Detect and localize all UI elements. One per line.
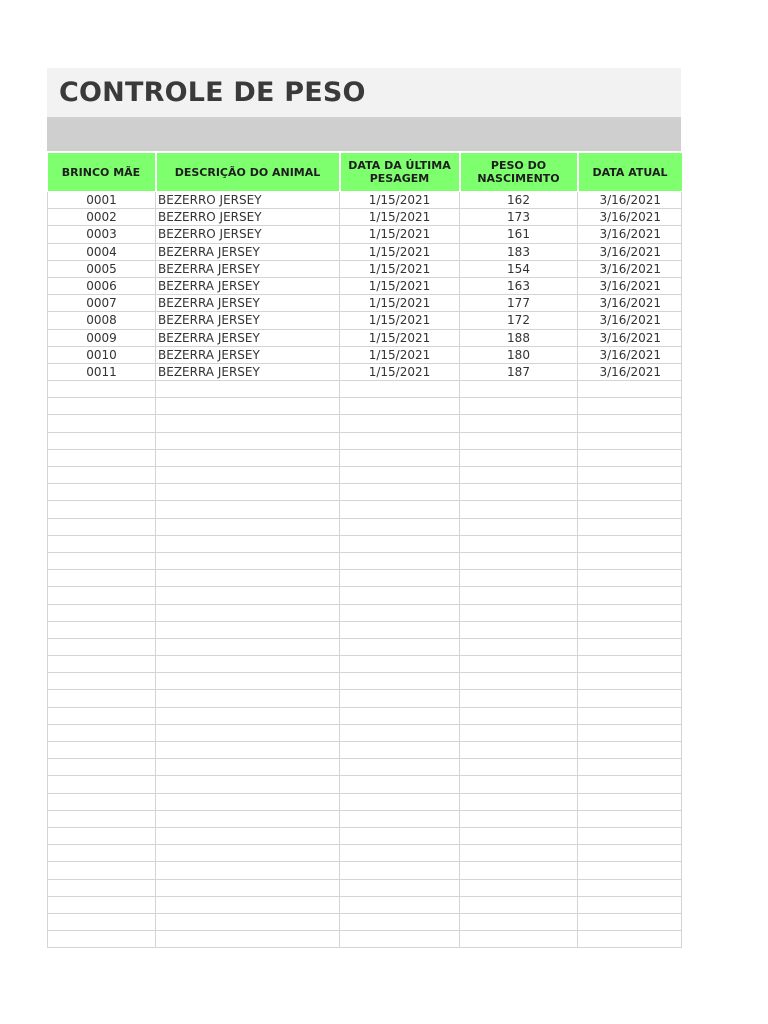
table-row: [48, 260, 682, 277]
empty-row: [48, 931, 682, 948]
empty-cell[interactable]: [340, 724, 460, 741]
page-title: CONTROLE DE PESO: [59, 77, 366, 108]
table-row: [48, 226, 682, 243]
empty-row: [48, 570, 682, 587]
empty-row: [48, 896, 682, 913]
table-row: [48, 346, 682, 363]
empty-cell[interactable]: [340, 432, 460, 449]
empty-cell[interactable]: [460, 913, 578, 930]
empty-cell[interactable]: [460, 810, 578, 827]
empty-cell[interactable]: [340, 931, 460, 948]
empty-cell[interactable]: [48, 570, 156, 587]
table-row: [48, 329, 682, 346]
empty-row: [48, 638, 682, 655]
empty-cell[interactable]: [340, 638, 460, 655]
empty-cell[interactable]: [460, 432, 578, 449]
empty-cell[interactable]: [460, 931, 578, 948]
empty-cell[interactable]: [48, 587, 156, 604]
header-data-atual-label: DATA ATUAL: [592, 165, 668, 179]
empty-cell[interactable]: [156, 862, 340, 879]
empty-cell[interactable]: [578, 862, 682, 879]
header-peso-nascimento[interactable]: [460, 153, 578, 192]
empty-cell[interactable]: [156, 415, 340, 432]
empty-cell[interactable]: [156, 432, 340, 449]
empty-row: [48, 398, 682, 415]
empty-cell[interactable]: [460, 673, 578, 690]
empty-cell[interactable]: [460, 759, 578, 776]
empty-row: [48, 913, 682, 930]
cell-peso[interactable]: 180: [460, 346, 578, 363]
cell-brinco[interactable]: 0001: [48, 192, 156, 209]
empty-cell[interactable]: [460, 398, 578, 415]
cell-peso[interactable]: 163: [460, 277, 578, 294]
empty-cell[interactable]: [578, 535, 682, 552]
empty-row: [48, 449, 682, 466]
empty-cell[interactable]: [578, 690, 682, 707]
empty-cell[interactable]: [460, 570, 578, 587]
empty-row: [48, 484, 682, 501]
empty-cell[interactable]: [48, 707, 156, 724]
empty-cell[interactable]: [460, 501, 578, 518]
cell-ultima-pesagem[interactable]: 1/15/2021: [340, 363, 460, 380]
empty-cell[interactable]: [156, 759, 340, 776]
empty-cell[interactable]: [156, 810, 340, 827]
header-brinco-mae-label: BRINCO MÃE: [61, 165, 141, 179]
empty-cell[interactable]: [578, 810, 682, 827]
cell-descricao[interactable]: BEZERRO JERSEY: [156, 192, 340, 209]
empty-row: [48, 862, 682, 879]
empty-cell[interactable]: [48, 604, 156, 621]
empty-cell[interactable]: [460, 707, 578, 724]
empty-row: [48, 621, 682, 638]
empty-cell[interactable]: [156, 449, 340, 466]
empty-row: [48, 776, 682, 793]
empty-cell[interactable]: [156, 673, 340, 690]
empty-cell[interactable]: [460, 776, 578, 793]
gray-band: [47, 117, 681, 151]
empty-cell[interactable]: [340, 570, 460, 587]
cell-data-atual[interactable]: 3/16/2021: [578, 260, 682, 277]
empty-cell[interactable]: [460, 793, 578, 810]
empty-cell[interactable]: [156, 724, 340, 741]
spreadsheet-page: [47, 68, 681, 948]
empty-cell[interactable]: [460, 621, 578, 638]
empty-cell[interactable]: [460, 552, 578, 569]
empty-cell[interactable]: [340, 381, 460, 398]
empty-row: [48, 381, 682, 398]
empty-row: [48, 415, 682, 432]
empty-cell[interactable]: [340, 845, 460, 862]
empty-cell[interactable]: [156, 845, 340, 862]
empty-cell[interactable]: [48, 656, 156, 673]
empty-cell[interactable]: [460, 656, 578, 673]
empty-cell[interactable]: [340, 742, 460, 759]
empty-cell[interactable]: [48, 845, 156, 862]
empty-row: [48, 759, 682, 776]
cell-brinco[interactable]: 0002: [48, 209, 156, 226]
cell-peso[interactable]: 162: [460, 192, 578, 209]
empty-cell[interactable]: [340, 656, 460, 673]
table-row: [48, 192, 682, 209]
empty-cell[interactable]: [578, 656, 682, 673]
cell-peso[interactable]: 172: [460, 312, 578, 329]
empty-cell[interactable]: [156, 931, 340, 948]
cell-descricao[interactable]: BEZERRA JERSEY: [156, 277, 340, 294]
empty-row: [48, 690, 682, 707]
empty-cell[interactable]: [156, 570, 340, 587]
empty-row: [48, 724, 682, 741]
cell-descricao[interactable]: BEZERRA JERSEY: [156, 312, 340, 329]
empty-cell[interactable]: [48, 432, 156, 449]
empty-cell[interactable]: [48, 742, 156, 759]
table-row: [48, 295, 682, 312]
empty-cell[interactable]: [48, 931, 156, 948]
empty-cell[interactable]: [460, 896, 578, 913]
empty-cell[interactable]: [578, 845, 682, 862]
cell-data-atual[interactable]: 3/16/2021: [578, 209, 682, 226]
empty-cell[interactable]: [156, 501, 340, 518]
empty-cell[interactable]: [48, 724, 156, 741]
empty-cell[interactable]: [340, 896, 460, 913]
empty-row: [48, 656, 682, 673]
empty-cell[interactable]: [578, 432, 682, 449]
empty-cell[interactable]: [48, 776, 156, 793]
cell-data-atual[interactable]: 3/16/2021: [578, 226, 682, 243]
empty-cell[interactable]: [340, 552, 460, 569]
empty-cell[interactable]: [48, 913, 156, 930]
empty-cell[interactable]: [340, 518, 460, 535]
empty-cell[interactable]: [460, 638, 578, 655]
empty-row: [48, 879, 682, 896]
empty-cell[interactable]: [460, 742, 578, 759]
empty-cell[interactable]: [460, 604, 578, 621]
cell-ultima-pesagem[interactable]: 1/15/2021: [340, 192, 460, 209]
empty-row: [48, 742, 682, 759]
empty-cell[interactable]: [156, 638, 340, 655]
table-row: [48, 363, 682, 380]
cell-descricao[interactable]: BEZERRA JERSEY: [156, 260, 340, 277]
empty-cell[interactable]: [578, 742, 682, 759]
empty-cell[interactable]: [48, 484, 156, 501]
empty-cell[interactable]: [48, 467, 156, 484]
empty-cell[interactable]: [48, 535, 156, 552]
empty-cell[interactable]: [340, 398, 460, 415]
header-peso-nascimento-line1: PESO DO: [490, 159, 547, 172]
empty-cell[interactable]: [460, 518, 578, 535]
empty-cell[interactable]: [578, 484, 682, 501]
empty-cell[interactable]: [48, 621, 156, 638]
empty-cell[interactable]: [460, 724, 578, 741]
weight-table: [47, 153, 682, 948]
empty-cell[interactable]: [156, 690, 340, 707]
empty-cell[interactable]: [340, 535, 460, 552]
empty-row: [48, 552, 682, 569]
cell-ultima-pesagem[interactable]: 1/15/2021: [340, 277, 460, 294]
empty-cell[interactable]: [578, 449, 682, 466]
empty-cell[interactable]: [578, 724, 682, 741]
cell-brinco[interactable]: 0004: [48, 243, 156, 260]
empty-row: [48, 432, 682, 449]
empty-row: [48, 707, 682, 724]
empty-cell[interactable]: [460, 484, 578, 501]
header-descricao-label: DESCRIÇÃO DO ANIMAL: [174, 165, 321, 179]
empty-cell[interactable]: [578, 759, 682, 776]
table-row: [48, 243, 682, 260]
cell-brinco[interactable]: 0003: [48, 226, 156, 243]
empty-cell[interactable]: [48, 638, 156, 655]
empty-cell[interactable]: [460, 845, 578, 862]
empty-cell[interactable]: [340, 707, 460, 724]
empty-cell[interactable]: [48, 827, 156, 844]
cell-peso[interactable]: 161: [460, 226, 578, 243]
cell-data-atual[interactable]: 3/16/2021: [578, 346, 682, 363]
cell-peso[interactable]: 173: [460, 209, 578, 226]
cell-descricao[interactable]: BEZERRA JERSEY: [156, 243, 340, 260]
empty-cell[interactable]: [578, 896, 682, 913]
header-data-ultima-pesagem-line1: DATA DA ÚLTIMA: [348, 159, 451, 172]
cell-data-atual[interactable]: 3/16/2021: [578, 192, 682, 209]
empty-cell[interactable]: [48, 862, 156, 879]
header-row: [48, 153, 682, 192]
cell-brinco[interactable]: 0010: [48, 346, 156, 363]
empty-cell[interactable]: [340, 759, 460, 776]
cell-brinco[interactable]: 0007: [48, 295, 156, 312]
empty-cell[interactable]: [156, 742, 340, 759]
empty-cell[interactable]: [340, 776, 460, 793]
cell-data-atual[interactable]: 3/16/2021: [578, 295, 682, 312]
empty-cell[interactable]: [578, 501, 682, 518]
empty-cell[interactable]: [460, 827, 578, 844]
empty-cell[interactable]: [156, 827, 340, 844]
empty-row: [48, 827, 682, 844]
empty-row: [48, 467, 682, 484]
cell-ultima-pesagem[interactable]: 1/15/2021: [340, 312, 460, 329]
empty-cell[interactable]: [578, 931, 682, 948]
empty-cell[interactable]: [578, 621, 682, 638]
cell-ultima-pesagem[interactable]: 1/15/2021: [340, 329, 460, 346]
empty-cell[interactable]: [578, 467, 682, 484]
empty-cell[interactable]: [340, 467, 460, 484]
cell-peso[interactable]: 187: [460, 363, 578, 380]
header-descricao[interactable]: [156, 153, 340, 192]
empty-cell[interactable]: [156, 879, 340, 896]
cell-descricao[interactable]: BEZERRA JERSEY: [156, 346, 340, 363]
empty-cell[interactable]: [48, 449, 156, 466]
empty-cell[interactable]: [156, 484, 340, 501]
empty-row: [48, 587, 682, 604]
empty-row: [48, 535, 682, 552]
empty-cell[interactable]: [578, 638, 682, 655]
empty-cell[interactable]: [460, 415, 578, 432]
empty-row: [48, 604, 682, 621]
cell-peso[interactable]: 154: [460, 260, 578, 277]
empty-cell[interactable]: [340, 810, 460, 827]
empty-cell[interactable]: [48, 810, 156, 827]
cell-descricao[interactable]: BEZERRA JERSEY: [156, 329, 340, 346]
empty-cell[interactable]: [460, 467, 578, 484]
title-bar: [47, 68, 681, 117]
cell-ultima-pesagem[interactable]: 1/15/2021: [340, 346, 460, 363]
cell-data-atual[interactable]: 3/16/2021: [578, 363, 682, 380]
empty-cell[interactable]: [578, 673, 682, 690]
table-row: [48, 312, 682, 329]
empty-row: [48, 793, 682, 810]
empty-row: [48, 673, 682, 690]
empty-row: [48, 501, 682, 518]
table-row: [48, 277, 682, 294]
empty-cell[interactable]: [48, 415, 156, 432]
empty-cell[interactable]: [578, 879, 682, 896]
empty-cell[interactable]: [340, 484, 460, 501]
empty-cell[interactable]: [156, 552, 340, 569]
empty-cell[interactable]: [48, 879, 156, 896]
empty-cell[interactable]: [156, 518, 340, 535]
empty-cell[interactable]: [340, 501, 460, 518]
empty-cell[interactable]: [340, 827, 460, 844]
empty-cell[interactable]: [48, 793, 156, 810]
cell-descricao[interactable]: BEZERRO JERSEY: [156, 226, 340, 243]
empty-cell[interactable]: [578, 587, 682, 604]
cell-data-atual[interactable]: 3/16/2021: [578, 243, 682, 260]
empty-cell[interactable]: [578, 827, 682, 844]
cell-descricao[interactable]: BEZERRA JERSEY: [156, 363, 340, 380]
empty-cell[interactable]: [48, 552, 156, 569]
empty-cell[interactable]: [578, 518, 682, 535]
empty-cell[interactable]: [156, 398, 340, 415]
cell-descricao[interactable]: BEZERRO JERSEY: [156, 209, 340, 226]
header-brinco-mae[interactable]: [48, 153, 156, 192]
cell-data-atual[interactable]: 3/16/2021: [578, 312, 682, 329]
header-peso-nascimento-line2: NASCIMENTO: [477, 172, 560, 185]
empty-cell[interactable]: [340, 690, 460, 707]
empty-cell[interactable]: [48, 518, 156, 535]
empty-cell[interactable]: [578, 415, 682, 432]
empty-cell[interactable]: [578, 776, 682, 793]
empty-cell[interactable]: [340, 913, 460, 930]
empty-cell[interactable]: [156, 896, 340, 913]
empty-cell[interactable]: [460, 690, 578, 707]
empty-row: [48, 810, 682, 827]
cell-data-atual[interactable]: 3/16/2021: [578, 277, 682, 294]
empty-cell[interactable]: [340, 587, 460, 604]
empty-cell[interactable]: [578, 570, 682, 587]
empty-cell[interactable]: [340, 793, 460, 810]
header-data-ultima-pesagem[interactable]: [340, 153, 460, 192]
cell-peso[interactable]: 188: [460, 329, 578, 346]
table-row: [48, 209, 682, 226]
empty-cell[interactable]: [460, 862, 578, 879]
empty-cell[interactable]: [578, 793, 682, 810]
empty-cell[interactable]: [340, 862, 460, 879]
empty-row: [48, 845, 682, 862]
empty-cell[interactable]: [156, 467, 340, 484]
empty-cell[interactable]: [460, 449, 578, 466]
empty-row: [48, 518, 682, 535]
empty-cell[interactable]: [340, 449, 460, 466]
cell-data-atual[interactable]: 3/16/2021: [578, 329, 682, 346]
empty-cell[interactable]: [340, 621, 460, 638]
empty-cell[interactable]: [460, 535, 578, 552]
empty-cell[interactable]: [156, 776, 340, 793]
cell-ultima-pesagem[interactable]: 1/15/2021: [340, 226, 460, 243]
cell-brinco[interactable]: 0008: [48, 312, 156, 329]
empty-cell[interactable]: [578, 707, 682, 724]
empty-cell[interactable]: [48, 381, 156, 398]
empty-cell[interactable]: [340, 604, 460, 621]
cell-brinco[interactable]: 0006: [48, 277, 156, 294]
empty-cell[interactable]: [156, 587, 340, 604]
empty-cell[interactable]: [578, 381, 682, 398]
empty-cell[interactable]: [48, 673, 156, 690]
cell-peso[interactable]: 183: [460, 243, 578, 260]
empty-cell[interactable]: [156, 707, 340, 724]
cell-ultima-pesagem[interactable]: 1/15/2021: [340, 209, 460, 226]
empty-cell[interactable]: [460, 879, 578, 896]
empty-cell[interactable]: [156, 621, 340, 638]
cell-ultima-pesagem[interactable]: 1/15/2021: [340, 295, 460, 312]
empty-cell[interactable]: [156, 793, 340, 810]
empty-cell[interactable]: [578, 604, 682, 621]
cell-ultima-pesagem[interactable]: 1/15/2021: [340, 243, 460, 260]
cell-brinco[interactable]: 0005: [48, 260, 156, 277]
cell-ultima-pesagem[interactable]: 1/15/2021: [340, 260, 460, 277]
empty-cell[interactable]: [48, 501, 156, 518]
cell-brinco[interactable]: 0011: [48, 363, 156, 380]
empty-cell[interactable]: [578, 913, 682, 930]
empty-cell[interactable]: [48, 398, 156, 415]
empty-cell[interactable]: [156, 604, 340, 621]
empty-cell[interactable]: [48, 690, 156, 707]
cell-peso[interactable]: 177: [460, 295, 578, 312]
empty-cell[interactable]: [48, 759, 156, 776]
empty-cell[interactable]: [578, 552, 682, 569]
empty-cell[interactable]: [340, 415, 460, 432]
empty-cell[interactable]: [156, 381, 340, 398]
empty-cell[interactable]: [156, 656, 340, 673]
empty-cell[interactable]: [156, 913, 340, 930]
empty-cell[interactable]: [460, 587, 578, 604]
empty-cell[interactable]: [578, 398, 682, 415]
header-data-ultima-pesagem-line2: PESAGEM: [369, 172, 430, 185]
table-body: [48, 192, 682, 948]
empty-cell[interactable]: [156, 535, 340, 552]
empty-cell[interactable]: [48, 896, 156, 913]
empty-cell[interactable]: [340, 673, 460, 690]
cell-descricao[interactable]: BEZERRA JERSEY: [156, 295, 340, 312]
empty-cell[interactable]: [460, 381, 578, 398]
header-data-atual[interactable]: [578, 153, 682, 192]
empty-cell[interactable]: [340, 879, 460, 896]
cell-brinco[interactable]: 0009: [48, 329, 156, 346]
